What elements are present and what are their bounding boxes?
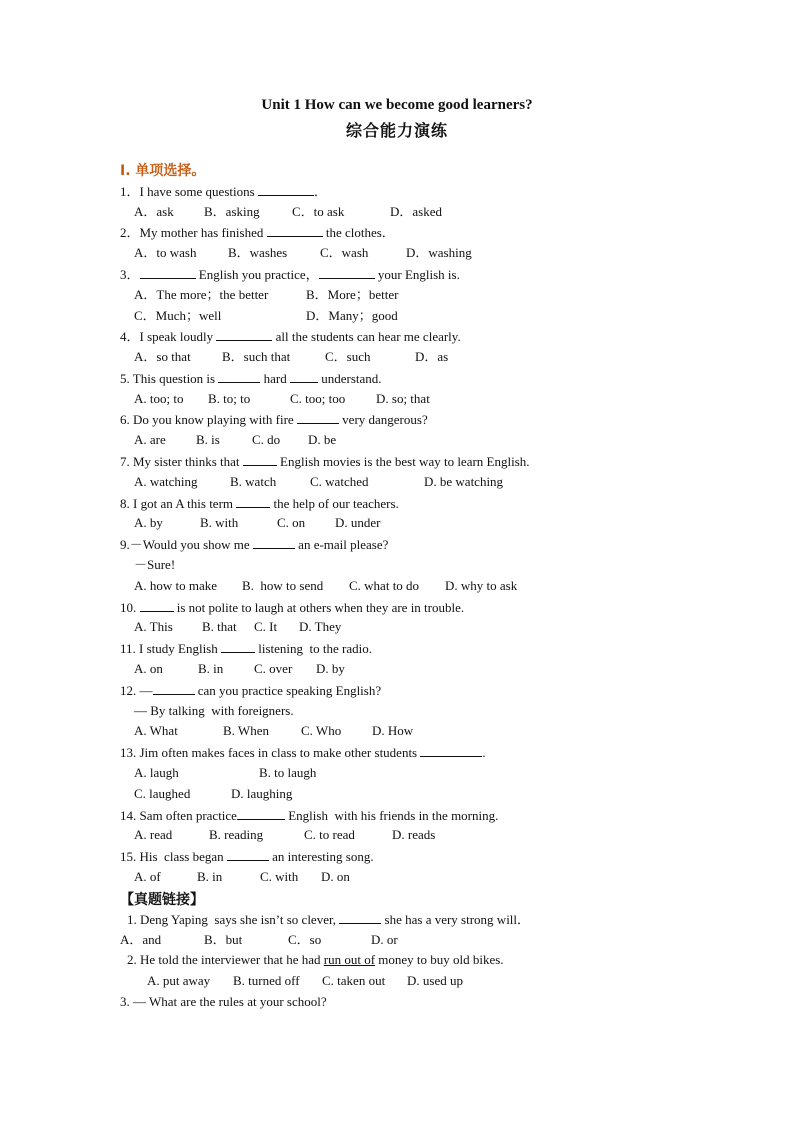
answer-blank [140, 599, 174, 612]
answer-blank [227, 848, 269, 861]
question-13-options-row1: A. laugh B. to laugh [134, 765, 317, 780]
answer-blank [218, 370, 260, 383]
question-5: 5. This question is hard understand. [120, 371, 382, 386]
section-heading-real-exam: 【真题链接】 [120, 892, 204, 908]
question-14: 14. Sam often practice English with his friends in the morning. [120, 808, 499, 823]
question-13: 13. Jim often makes faces in class to make other students . [120, 745, 486, 760]
question-8: 8. I got an A this term the help of our teachers. [120, 496, 399, 511]
question-7-options: A. watching B. watch C. watched D. be watching [134, 474, 504, 489]
question-9-options: A. how to make B. how to send C. what to do D. why to ask [134, 578, 518, 593]
exam-question-2-options: A. put away B. turned off C. taken out D. used up [147, 973, 463, 988]
section-heading-single-choice: I. 单项选择。 [120, 163, 206, 179]
underlined-phrase: run out of [323, 952, 376, 967]
question-10-options: A. This B. that C. It D. They [134, 619, 342, 634]
exam-question-1-options: A．and B．but C．so D. or [120, 932, 398, 947]
exam-question-3: 3. — What are the rules at your school? [120, 994, 327, 1009]
question-14-options: A. read B. reading C. to read D. reads [134, 827, 436, 842]
question-12: 12. — can you practice speaking English? [120, 683, 382, 698]
question-3-options-row1: A．The more；the better B．More；better [134, 287, 399, 302]
answer-blank [420, 744, 482, 757]
answer-blank [339, 911, 381, 924]
answer-blank [216, 328, 272, 341]
exam-question-1: 1. Deng Yaping says she isn’t so clever, she has a very strong will． [127, 912, 531, 927]
answer-blank [221, 640, 255, 653]
question-13-options-row2: C. laughed D. laughing [134, 786, 293, 801]
question-15-options: A. of B. in C. with D. on [134, 869, 350, 884]
answer-blank [237, 807, 285, 820]
answer-blank [153, 682, 195, 695]
answer-blank [258, 183, 314, 196]
exam-question-2: 2. He told the interviewer that he had run out of money to buy old bikes. [127, 952, 504, 967]
question-11-options: A. on B. in C. over D. by [134, 661, 345, 676]
answer-blank [267, 224, 323, 237]
question-2: 2．My mother has finished the clothes． [120, 225, 395, 240]
question-1-options: A．ask B．asking C．to ask D．asked [134, 204, 442, 219]
question-11: 11. I study English listening to the radio. [120, 641, 372, 656]
question-3-options-row2: C．Much；well D．Many；good [134, 308, 398, 323]
question-3: 3． English you practice， your English is. [120, 267, 460, 282]
question-8-options: A. by B. with C. on D. under [134, 515, 381, 530]
answer-blank [140, 266, 196, 279]
question-1: 1．I have some questions ． [120, 184, 327, 199]
question-12-reply: — By talking with foreigners. [134, 703, 294, 718]
question-6-options: A. are B. is C. do D. be [134, 432, 337, 447]
question-7: 7. My sister thinks that English movies is the best way to learn English. [120, 454, 530, 469]
question-9-reply: －Sure! [134, 557, 176, 572]
question-2-options: A．to wash B．washes C．wash D．washing [134, 245, 472, 260]
answer-blank [243, 453, 277, 466]
answer-blank [319, 266, 375, 279]
answer-blank [236, 495, 270, 508]
answer-blank [290, 370, 318, 383]
question-12-options: A. What B. When C. Who D. How [134, 723, 414, 738]
question-15: 15. His class began an interesting song. [120, 849, 374, 864]
answer-blank [253, 536, 295, 549]
answer-blank [297, 411, 339, 424]
page-title: Unit 1 How can we become good learners? [261, 97, 533, 113]
question-6: 6. Do you know playing with fire very dangerous? [120, 412, 428, 427]
question-10: 10. is not polite to laugh at others when they are in trouble. [120, 600, 465, 615]
question-4: 4．I speak loudly all the students can hear me clearly. [120, 329, 461, 344]
page-subtitle: 综合能力演练 [345, 121, 448, 140]
question-4-options: A．so that B．such that C．such D．as [134, 349, 449, 364]
question-5-options: A. too; to B. to; to C. too; too D. so; that [134, 391, 430, 406]
question-9: 9.－Would you show me an e-mail please? [120, 537, 389, 552]
